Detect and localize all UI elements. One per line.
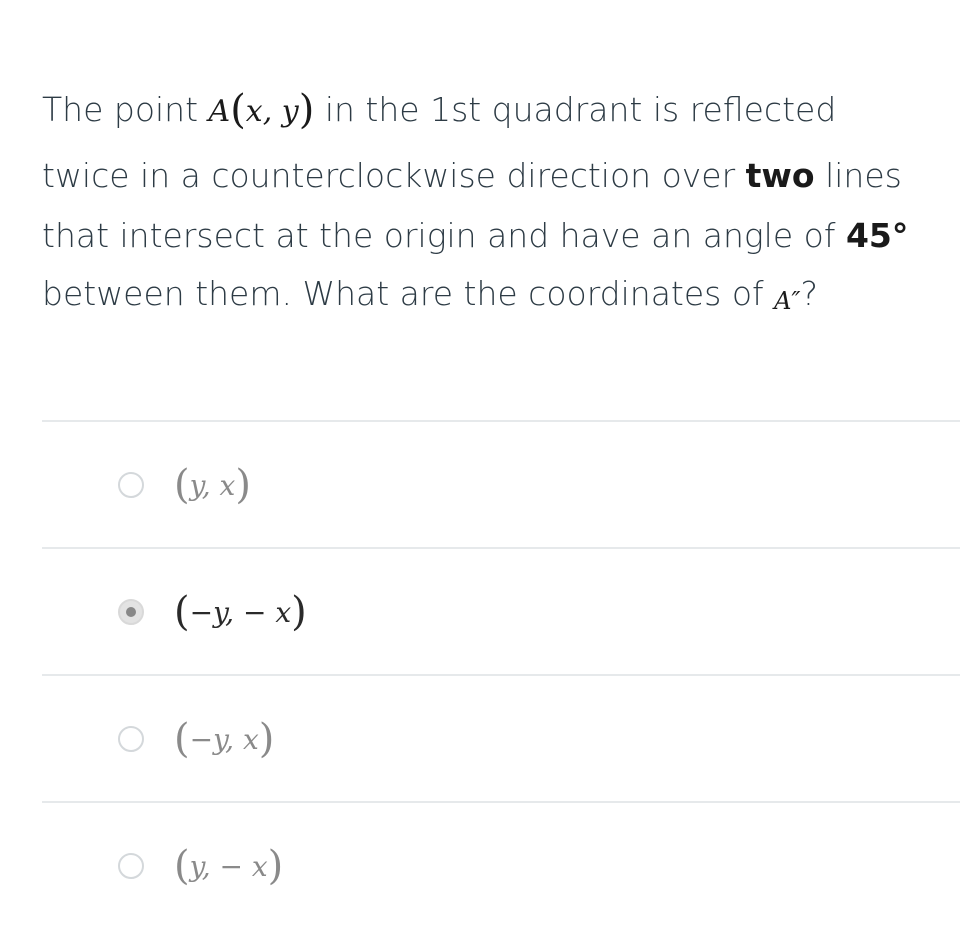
answer-list: [42, 420, 960, 928]
question-text-segment: that intersect at the origin and have an angle of: [42, 216, 846, 255]
answer-text: −y, − x: [189, 595, 292, 629]
answer-text: y, − x: [189, 849, 268, 883]
close-paren: ): [267, 842, 284, 889]
answer-option-2[interactable]: [42, 547, 960, 674]
question-line-1: [42, 80, 942, 146]
question-text-segment: between them. What are the coordinates of: [42, 274, 775, 313]
question-text-segment: twice in a counterclockwise direction over: [42, 156, 746, 195]
answer-text: −y, x: [189, 722, 259, 756]
close-paren: ): [291, 588, 307, 635]
point-name: A: [208, 94, 231, 129]
question-text-segment: ?: [800, 274, 818, 313]
angle-value: 45°: [845, 216, 909, 255]
target-point-math: A″: [774, 287, 801, 315]
radio-button[interactable]: [118, 472, 144, 498]
answer-option-4[interactable]: [42, 801, 960, 928]
answer-label[interactable]: [174, 589, 307, 635]
question-line-4: [42, 264, 942, 322]
radio-button[interactable]: [118, 599, 144, 625]
close-paren: ): [235, 461, 251, 508]
open-paren: (: [174, 461, 190, 508]
answer-label[interactable]: [174, 716, 274, 762]
answer-label[interactable]: [174, 462, 251, 508]
radio-button[interactable]: [118, 853, 144, 879]
question-text-segment: The point: [42, 90, 209, 129]
answer-label[interactable]: [174, 843, 283, 889]
point-a-math: [208, 87, 315, 133]
emphasis-two: two: [745, 156, 815, 195]
question-line-2: [42, 146, 942, 206]
open-paren: (: [230, 87, 246, 133]
answer-text: y, x: [189, 468, 236, 502]
radio-button[interactable]: [118, 726, 144, 752]
question-text-segment: lines: [814, 156, 902, 195]
question-text-segment: in the 1st quadrant is reflected: [314, 90, 837, 129]
open-paren: (: [174, 842, 190, 889]
close-paren: ): [258, 715, 275, 762]
answer-option-1[interactable]: [42, 420, 960, 547]
close-paren: ): [298, 87, 315, 133]
point-coords: x, y: [245, 94, 299, 129]
open-paren: (: [174, 715, 190, 762]
question-text: [42, 80, 942, 322]
question-line-3: [42, 206, 942, 264]
open-paren: (: [174, 588, 190, 635]
answer-option-3[interactable]: [42, 674, 960, 801]
